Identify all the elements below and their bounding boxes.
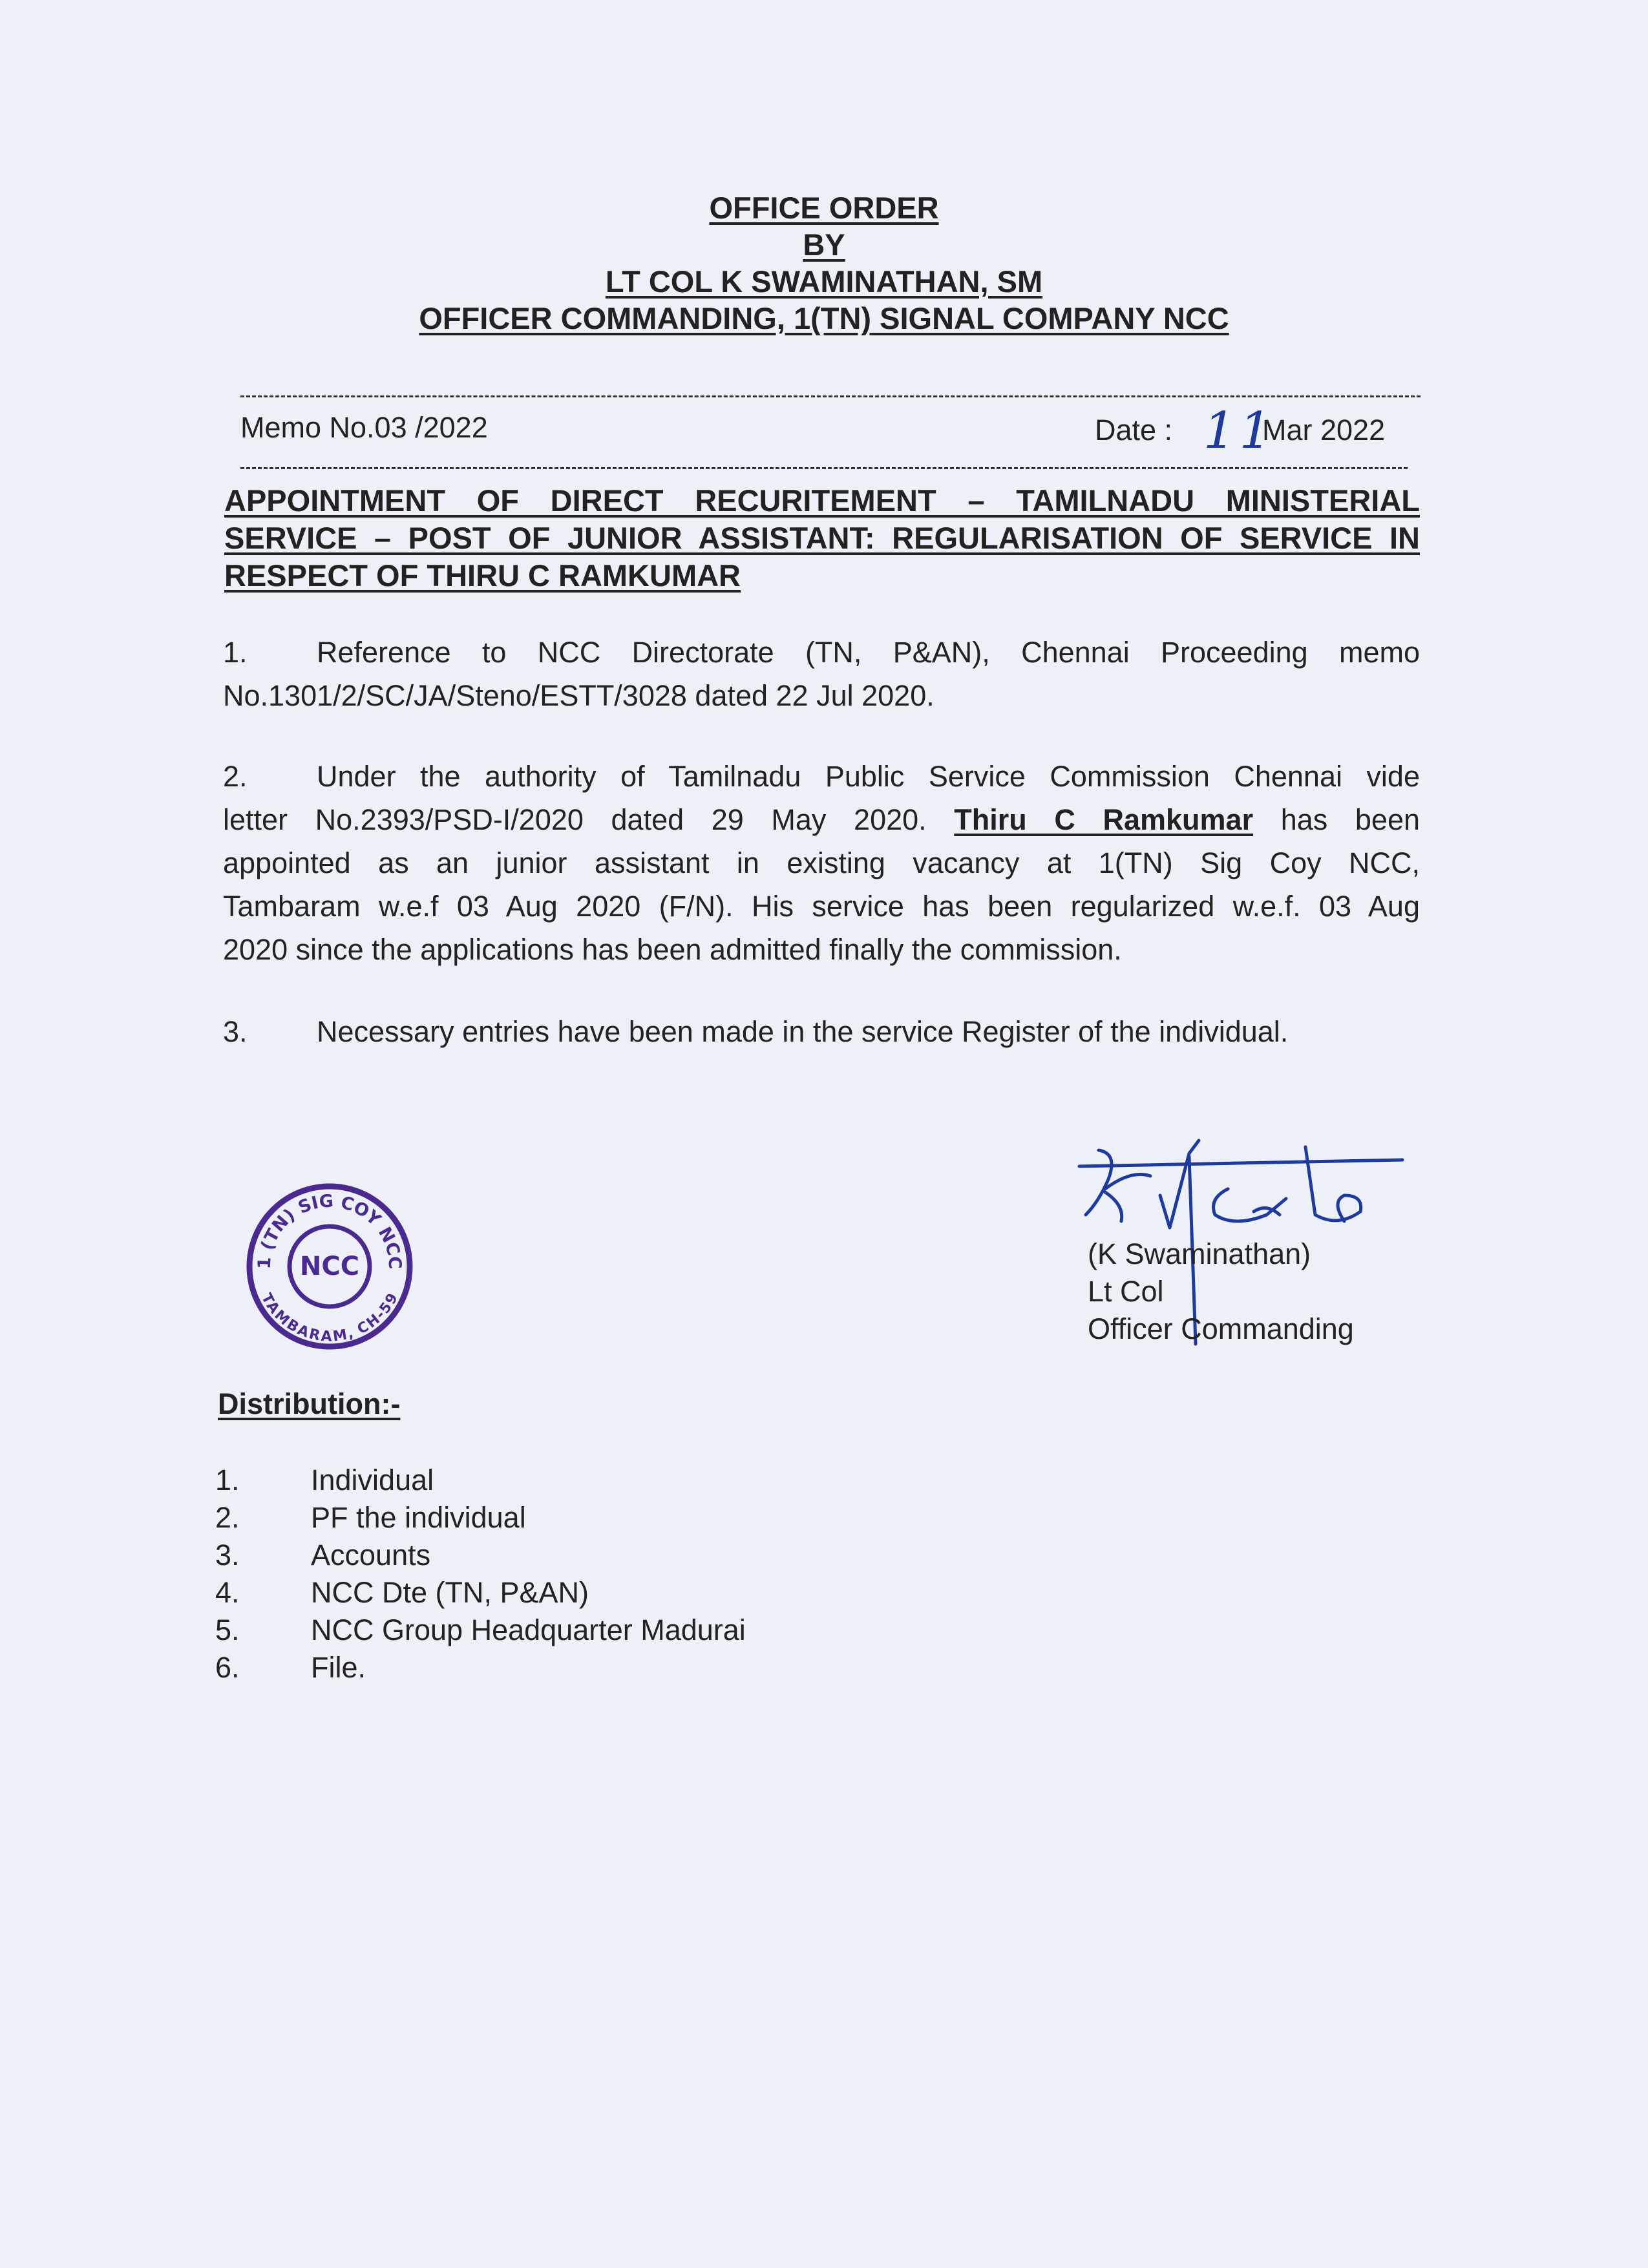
- signatory-name: (K Swaminathan): [1088, 1237, 1311, 1270]
- paragraph-1: [223, 631, 1420, 717]
- memo-number: Memo No.03 /2022: [240, 411, 488, 444]
- subject-heading: [224, 482, 1420, 594]
- header-title: OFFICE ORDER: [709, 191, 939, 225]
- list-item: 2. PF the individual: [215, 1501, 526, 1534]
- header-officer-unit: OFFICER COMMANDING, 1(TN) SIGNAL COMPANY NCC: [419, 301, 1229, 335]
- list-item: 5. NCC Group Headquarter Madurai: [215, 1613, 746, 1646]
- paragraph-2-line-3: appointed as an junior assistant in existing vacancy at 1(TN) Sig Coy NCC,: [223, 846, 1420, 879]
- signatory-designation: Officer Commanding: [1088, 1312, 1354, 1345]
- paragraph-2-number: 2.: [223, 760, 248, 793]
- list-item: 1. Individual: [215, 1464, 434, 1496]
- list-item: 3. Accounts: [215, 1538, 431, 1571]
- date-label: Date :: [1095, 414, 1173, 446]
- date-month-year: Mar 2022: [1262, 414, 1386, 446]
- subject-line-3: RESPECT OF THIRU C RAMKUMAR: [224, 558, 741, 593]
- distribution-title: Distribution:-: [218, 1387, 401, 1420]
- subject-line-2: SERVICE – POST OF JUNIOR ASSISTANT: REGULARISATION OF SERVICE IN: [224, 521, 1420, 555]
- paragraph-2-line-5: 2020 since the applications has been admitted finally the commission.: [223, 933, 1122, 966]
- separator-top: [240, 395, 1421, 397]
- list-item: 6. File.: [215, 1651, 366, 1684]
- paragraph-3-text: Necessary entries have been made in the service Register of the individual.: [317, 1015, 1289, 1048]
- paragraph-2: [223, 755, 1420, 971]
- paragraph-2-line-2a: letter No.2393/PSD-I/2020 dated 29 May 2020.: [223, 803, 927, 836]
- stamp-center-text: NCC: [299, 1252, 360, 1281]
- office-order-header: [0, 189, 1648, 337]
- distribution-list: [215, 1462, 746, 1686]
- stamp-ring-bottom-text: TAMBARAM, CH-59: [258, 1290, 401, 1345]
- paragraph-1-line-1: Reference to NCC Directorate (TN, P&AN), Chennai Proceeding memo: [317, 636, 1420, 669]
- signature-block: [1088, 1235, 1354, 1348]
- stamp-ring-top-text: 1 (TN) SIG COY NCC: [254, 1191, 405, 1270]
- paragraph-2-line-4: Tambaram w.e.f 03 Aug 2020 (F/N). His service has been regularized w.e.f. 03 Aug: [223, 890, 1420, 923]
- ncc-unit-stamp: [246, 1182, 414, 1350]
- separator-bottom: [240, 467, 1408, 469]
- signatory-rank: Lt Col: [1088, 1275, 1164, 1308]
- paragraph-2-line-1: Under the authority of Tamilnadu Public Service Commission Chennai vide: [317, 760, 1420, 793]
- appointee-name: Thiru C Ramkumar: [954, 803, 1254, 836]
- paragraph-3-number: 3.: [223, 1015, 248, 1048]
- header-by: BY: [803, 227, 845, 262]
- paragraph-1-number: 1.: [223, 636, 248, 669]
- list-item: 4. NCC Dte (TN, P&AN): [215, 1576, 589, 1609]
- header-officer-name: LT COL K SWAMINATHAN, SM: [605, 264, 1043, 299]
- handwritten-date-day: 11: [1203, 402, 1276, 460]
- paragraph-3: [223, 1010, 1420, 1053]
- paragraph-2-line-2b: has been: [1280, 803, 1420, 836]
- paragraph-1-line-2: No.1301/2/SC/JA/Steno/ESTT/3028 dated 22 Jul 2020.: [223, 679, 935, 712]
- subject-line-1: APPOINTMENT OF DIRECT RECURITEMENT – TAMILNADU MINISTERIAL: [224, 483, 1420, 518]
